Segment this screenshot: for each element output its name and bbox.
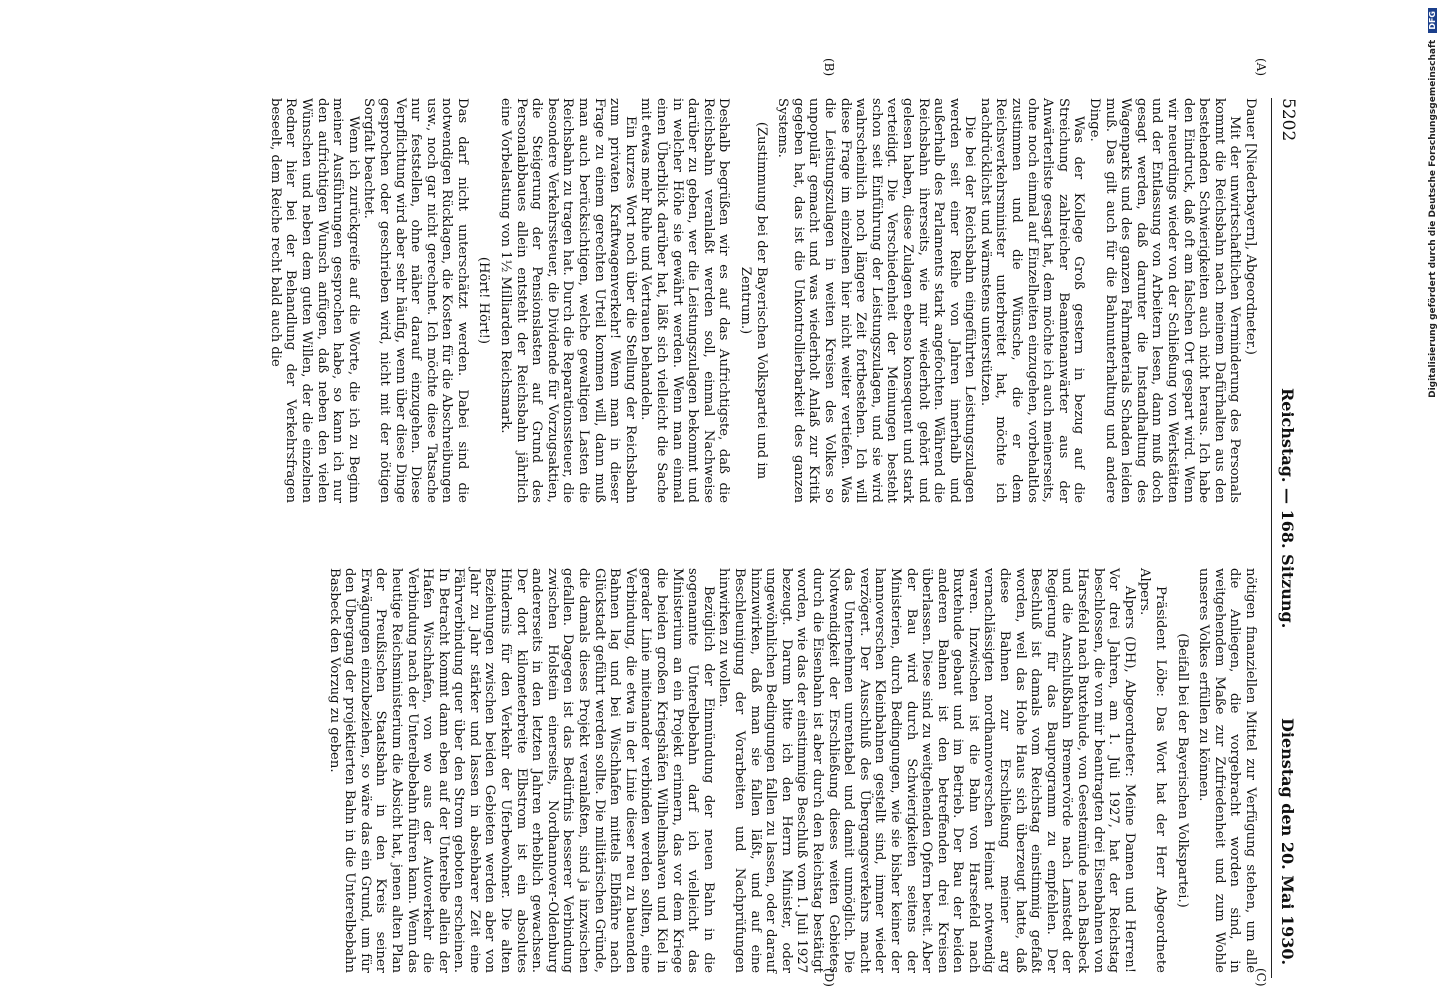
paragraph: Was der Kollege Groß gestern in bezug auf die Streichung zahlreicher Beamtenanwärter aus der Anwärterliste gesagt hat, dem möchte ich auch meinerseits, ohne noch einmal auf Einzelheiten einzugehen, vorbehaltlos zustimmen und die Wünsche, die er dem Reichsverkehrsminister unterbreitet hat, möchte ich nachdrücklichst und wärmstens unterstützen. <box>977 98 1087 503</box>
page-header <box>1271 98 1306 978</box>
scanned-page-area <box>94 58 1306 988</box>
paragraph: Ein kurzes Wort noch über die Stellung der Reichsbahn zum privaten Kraftwagenverkehr! Wenn man in dieser Frage zu einem gerechten Urteil kommen will, dann muß man auch berücksichtigen, welche gewaltigen Lasten die Reichsbahn zu tragen hat. Durch die Reparationssteuer, die besondere Verkehrssteuer, die Dividende für Vorzugsaktien, die Steigerung der Pensionslasten auf Grund des Personalabbaues allein entsteht der Reichsbahn jährlich eine Vorbelastung von 1½ Milliarden Reichsmark. <box>498 98 638 503</box>
paragraph: Deshalb begrüßen wir es auf das Aufrichtigste, daß die Reichsbahn veranlaßt werden soll, einmal Nachweise darüber zu geben, wer die Leistungszulagen bekommt und in welcher Höhe sie gewährt werden. Wenn man einmal einen Überblick darüber hat, läßt sich vielleicht die Sache mit etwas mehr Ruhe und Vertrauen behandeln. <box>638 98 732 503</box>
session-date: Dienstag den 20. Mai 1930. <box>1278 718 1297 966</box>
left-column <box>104 98 1258 503</box>
rotated-page <box>94 58 1306 988</box>
right-column <box>104 568 1258 973</box>
paragraph: Alpers (DH), Abgeordneter: Meine Damen und Herren! Vor drei Jahren, am 1. Juli 1927, hat der Reichstag beschlossen, die von mir beantragten drei Eisenbahnen von Harsefeld nach Buxtehude, von Geestemünde nach Basbeck und die Anschlußbahn Bremervörde nach Lamstedt der Regierung für das Bauprogramm zu empfehlen. Der Beschluß ist damals vom Reichstag einstimmig gefaßt worden, weil das Hohe Haus sich überzeugt hatte, daß diese Bahnen zur Erschließung meiner arg vernachlässigten nordhannoverschen Heimat notwendig waren. Inzwischen ist die Bahn von Harsefeld nach Buxtehude gebaut und im Betrieb. Der Bau der beiden anderen Bahnen ist den betreffenden drei Kreisen überlassen. Diese sind zu weitgehenden Opfern bereit. Aber der Bau wird durch Schwierigkeiten seitens der Ministerien, durch Bedingungen, wie sie bisher keiner der hannoverschen Kleinbahnen gestellt sind, immer wieder verzögert. Der Ausschluß des Übergangsverkehrs macht das Unternehmen unrentabel und damit unmöglich. Die Notwendigkeit der Erschließung dieses weiten Gebietes durch die Eisenbahn ist aber durch den Reichstag bestätigt worden, wie das der einstimmige Beschluß vom 1. Juli 1927 bezeugt. Darum bitte ich den Herrn Minister, oder ungewöhnlichen Bedingungen fallen zu lassen, oder darauf hinzuwirken, daß man sie fallen läßt, und auf eine Beschleunigung der Vorarbeiten und Nachprüfungen hinwirken zu wollen. <box>716 568 1137 973</box>
interjection: (Zustimmung bei der Bayerischen Volkspartei und im Zentrum.) <box>738 121 769 480</box>
margin-letter-a: (A) <box>1254 58 1268 77</box>
dfg-notice-strip <box>1412 8 1438 608</box>
text-columns <box>104 98 1258 978</box>
session-title: Reichstag. — 168. Sitzung. <box>1278 388 1297 629</box>
margin-letter-c: (C) <box>1254 968 1268 987</box>
dfg-logo: DFG <box>1428 8 1437 33</box>
paragraph: Bezüglich der Einmündung der neuen Bahn in die sogenannte Unterelbebahn darf ich vielleicht das Ministerium an ein Projekt erinnern, das vor dem Kriege die beiden großen Kriegshäfen Wilhelmshaven und Kiel in gerader Linie miteinander verbinden werden sollten, eine Verbindung, die etwa in der Linie dieser neu zu bauenden Bahnen lag und bei Wischhafen mittels Elbfähre nach Glückstadt geführt werden sollte. Die militärischen Gründe, die damals dieses Projekt veranlaßten, sind ja inzwischen gefallen. Dagegen ist das Bedürfnis besserer Verbindung zwischen Holstein einerseits, Nordhannover-Oldenburg andererseits in den letzten Jahren erheblich gewachsen. Der dort kilometerbreite Elbstrom ist ein absolutes Hindernis für den Verkehr der Uferbewohner. Die alten Beziehungen zwischen beiden Gebieten werden aber von Jahr zu Jahr stärker und lassen in absehbarer Zeit eine Fährverbindung quer über den Strom geboten erscheinen. In Betracht kommt dann eben auf der Unterelbe allein der Hafen Wischhafen, von wo aus der Autoverkehr die Verbindung nach der Unterelbebahn führen kann. Wenn das heutige Reichsministerium die Absicht hat, jenen alten Plan der Preußischen Staatsbahn in den Kreis seiner Erwägungen einzubeziehen, so wäre das ein Grund, um für den Übergang der projektierten Bahn in die Unterelbebahn Basbeck den Vorzug zu geben. <box>326 568 716 973</box>
paragraph: Die bei der Reichsbahn eingeführten Leistungszulagen werden seit einer Reihe von Jahren innerhalb und außerhalb des Parlaments stark angefochten. Während die Reichsbahn ihrerseits, wie mir wiederholt gehört und gelesen haben, diese Zulagen ebenso konsequent und stark verteidigt. Die Verschiedenheit der Meinungen besteht schon seit Einführung der Leistungszulagen, und sie wird wahrscheinlich noch längere Zeit fortbestehen. Ich will diese Frage im einzelnen hier nicht weiter vertiefen. Was die Leistungszulagen in weiten Kreisen des Volkes so unpopulär gemacht und was wiederholt Anlaß zur Kritik gegeben hat, das ist die Unkontrollierbarkeit des ganzen Systems. <box>775 98 978 503</box>
paragraph: Mit der unwirtschaftlichen Verminderung des Personals kommt die Reichsbahn nach meinem Dafürhalten aus den bestehenden Schwierigkeiten auch nicht heraus. Ich habe den Eindruck, daß oft am falschen Ort gespart wird. Wenn wir neuerdings wieder von der Schließung von Werkstätten und der Entlassung von Arbeitern lesen, dann muß doch gesagt werden, daß darunter die Instandhaltung des Wagenparks und des ganzen Fahrmaterials Schaden leiden muß. Das gilt auch für die Bahnunterhaltung und andere Dinge. <box>1087 98 1243 503</box>
speaker-line: Dauer [Niederbayern], Abgeordneter.) <box>1243 98 1258 355</box>
dfg-notice <box>1428 8 1442 608</box>
paragraph: nötigen finanziellen Mittel zur Verfügung stehen, um alle die Anliegen, die vorgebracht worden sind, in weitgehendem Maße zur Zufriedenheit und zum Wohle unseres Volkes erfüllen zu können. <box>1196 568 1258 973</box>
margin-letter-b: (B) <box>822 58 836 77</box>
interjection: (Beifall bei der Bayerischen Volkspartei.) <box>1174 633 1190 908</box>
margin-letter-d: (D) <box>822 968 836 987</box>
paragraph: Das darf nicht unterschätzt werden. Dabei sind die notwendigen Rücklagen, die Kosten für die Abschreibungen usw., noch gar nicht gerechnet. Ich möchte diese Tatsache nur feststellen, ohne näher darauf einzugehen. Diese Verpflichtung wird aber sehr häufig, wenn über diese Dinge gesprochen oder geschrieben wird, nicht mit der nötigen Sorgfalt beachtet. <box>361 98 470 503</box>
interjection: (Hört! Hört!) <box>476 256 492 345</box>
president-line: Präsident Löbe: Das Wort hat der Herr Abgeordnete Alpers. <box>1137 568 1169 973</box>
page-number: 5202 <box>1278 98 1298 142</box>
paragraph: Wenn ich zurückgreife auf die Worte, die ich zu Beginn meiner Ausführungen gesprochen habe, so kann ich nur den aufrichtigen Wunsch anfügen, daß neben den vielen Wünschen und neben dem guten Willen, der die einzelnen Redner hier bei der Behandlung der Verkehrsfragen beseelt, dem Reiche recht bald auch die <box>267 98 361 503</box>
dfg-notice-text: Digitalisierung gefördert durch die Deutsche Forschungsgemeinschaft <box>1428 39 1438 398</box>
